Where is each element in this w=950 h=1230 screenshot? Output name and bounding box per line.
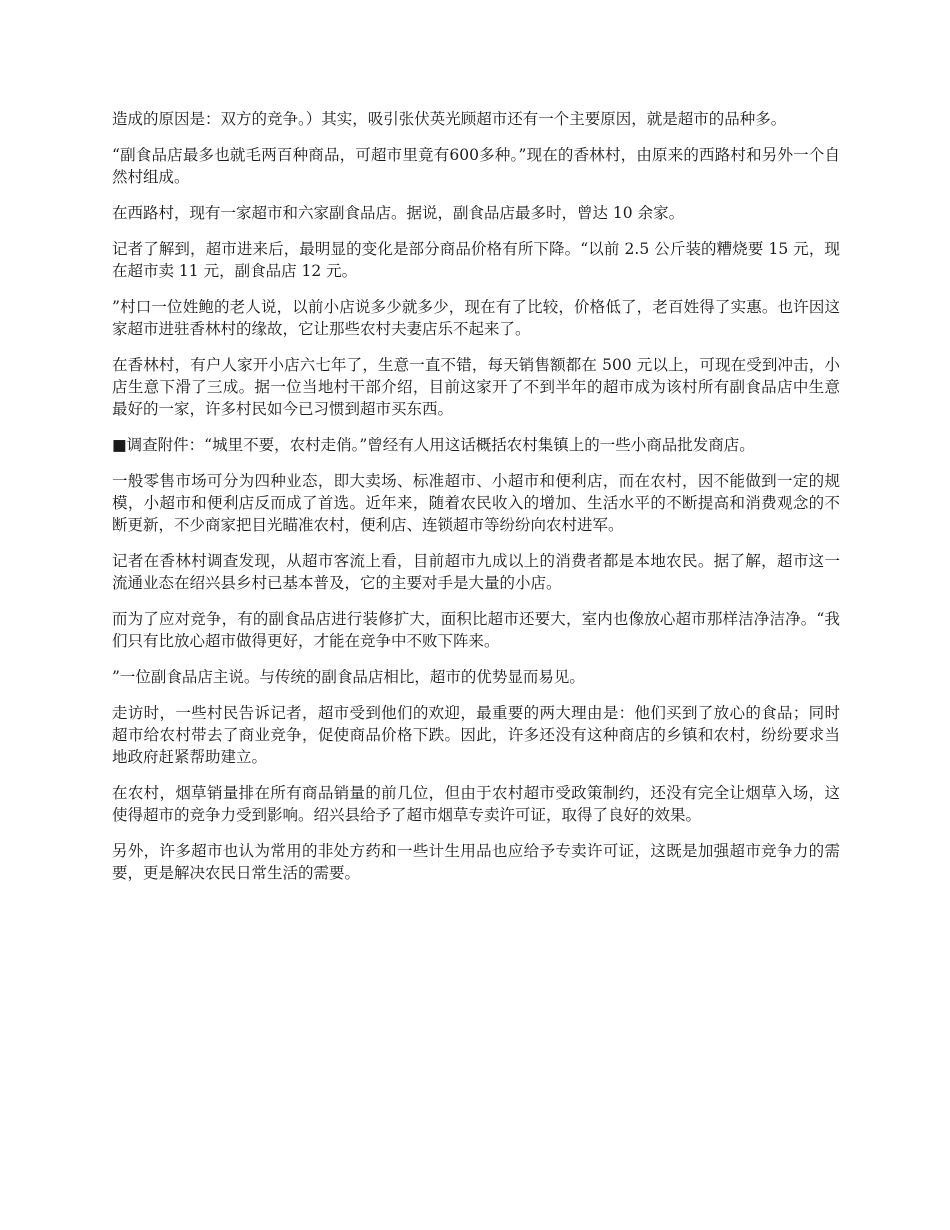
paragraph-11: ”一位副食品店主说。与传统的副食品店相比，超市的优势显而易见。 xyxy=(112,668,585,686)
paragraph-1: 造成的原因是：双方的竞争。）其实，吸引张伏英光顾超市还有一个主要原因，就是超市的品种多。 xyxy=(112,110,787,128)
paragraph-8: 一般零售市场可分为四种业态，即大卖场、标准超市、小超市和便利店，而在农村，因不能做到一定的规模，小超市和便利店反而成了首选。近年来，随着农民收入的增加、生活水平的不断提高和消费观念的不断更新，不少商家把目光瞄准农村，便利店、连锁超市等纷纷向农村进军。 xyxy=(112,472,840,534)
paragraph-4: 记者了解到，超市进来后，最明显的变化是部分商品价格有所下降。“以前 2.5 公斤装的糟烧要 15 元，现在超市卖 11 元，副食品店 12 元。 xyxy=(112,240,840,280)
paragraph-6: 在香林村，有户人家开小店六七年了，生意一直不错，每天销售额都在 500 元以上，可现在受到冲击，小店生意下滑了三成。据一位当地村干部介绍，目前这家开了不到半年的超市成为该村所有副食品店中生意最好的一家，许多村民如今已习惯到超市买东西。 xyxy=(112,356,840,418)
document-body xyxy=(112,108,840,898)
paragraph-14: 另外，许多超市也认为常用的非处方药和一些计生用品也应给予专卖许可证，这既是加强超市竞争力的需要，更是解决农民日常生活的需要。 xyxy=(112,842,840,882)
paragraph-9: 记者在香林村调查发现，从超市客流上看，目前超市九成以上的消费者都是本地农民。据了解，超市这一流通业态在绍兴县乡村已基本普及，它的主要对手是大量的小店。 xyxy=(112,552,840,592)
paragraph-2: “副食品店最多也就毛两百种商品，可超市里竟有600多种。”现在的香林村，由原来的西路村和另外一个自然村组成。 xyxy=(112,146,840,186)
paragraph-13: 在农村，烟草销量排在所有商品销量的前几位，但由于农村超市受政策制约，还没有完全让烟草入场，这使得超市的竞争力受到影响。绍兴县给予了超市烟草专卖许可证，取得了良好的效果。 xyxy=(112,784,840,824)
paragraph-12: 走访时，一些村民告诉记者，超市受到他们的欢迎，最重要的两大理由是：他们买到了放心的食品；同时超市给农村带去了商业竞争，促使商品价格下跌。因此，许多还没有这种商店的乡镇和农村，纷纷要求当地政府赶紧帮助建立。 xyxy=(112,704,840,766)
paragraph-3: 在西路村，现有一家超市和六家副食品店。据说，副食品店最多时，曾达 10 余家。 xyxy=(112,204,685,222)
paragraph-7: ■调查附件：“城里不要，农村走俏。”曾经有人用这话概括农村集镇上的一些小商品批发商店。 xyxy=(112,436,755,454)
paragraph-5: ”村口一位姓鲍的老人说，以前小店说多少就多少，现在有了比较，价格低了，老百姓得了实惠。也许因这家超市进驻香林村的缘故，它让那些农村夫妻店乐不起来了。 xyxy=(112,298,840,338)
paragraph-10: 而为了应对竞争，有的副食品店进行装修扩大，面积比超市还要大，室内也像放心超市那样洁净洁净。“我们只有比放心超市做得更好，才能在竞争中不败下阵来。 xyxy=(112,610,840,650)
